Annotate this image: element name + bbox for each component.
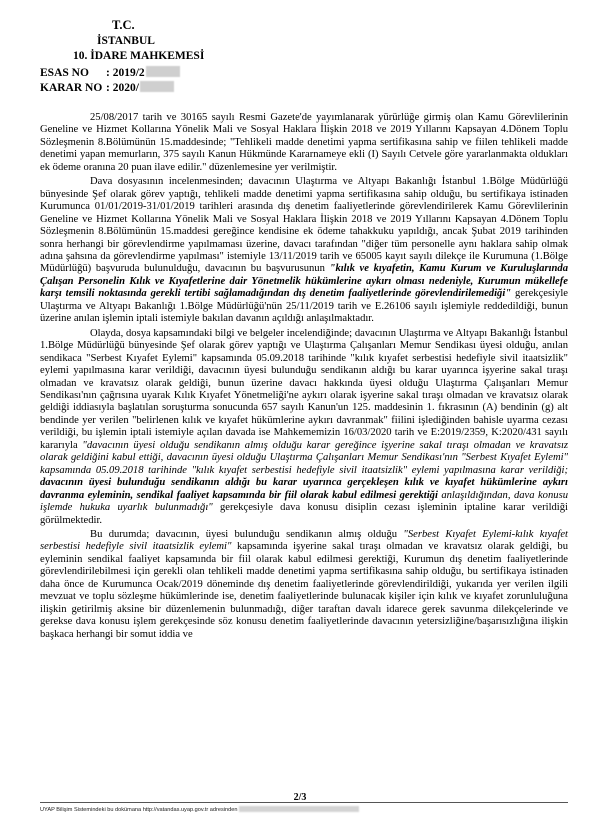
text-run: Olayda, dosya kapsamındaki bilgi ve belgeler incelendiğinde; davacının Ulaştırma ve Altyapı Bakanlığı İstanbul 1.Bölge Müdürlüğü bünyesinde Şef olarak görev yaptığı ve Ulaştırma Çalışanları Memur Sendikası üyesi olduğu, anılan sendikaca "Serbest Kıyafet Eylemi" kapsamında 05.09.2018 tarihinde "kılık kıyafet serbestisi hedefiyle sivil itaatsizlik" eylemi yapılmasına karar verildiği, davacının üyesi bulunduğu sendikanın aldığı bu karar uyarınca işyerine sakal tıraşı olmadan ve kravatsız olarak geldiği, bunun üzerine davacı hakkında üyesi olduğu Ulaştırma Çalışanları Memur Sendikası'nın çağrısına uyarak Kılık Kıyafet Yönetmeliği'ne aykırı olarak işyerine sakal tıraşı olmadan ve kravatsız olarak geldiği iddiasıyla başlatılan soruşturma sonucunda 657 sayılı Kanun'un 125. maddesinin 1. fıkrasının (A) bendinin (g) alt bendinde yer verilen "belirlenen kılık ve kıyafet hükümlerine aykırı davranmak" fiilini işlediğinden bahisle uyarma cezası verildiği, bu işlemin iptali istemiyle açılan davada ise Mahkememizin 16/03/2020 tarih ve E:2019/2359, K:2020/431 sayılı kararıyla [40, 327, 568, 451]
paragraph [40, 112, 568, 174]
karar-value: : 2020/ [106, 82, 139, 94]
footer-note-text: UYAP Bilişim Sistemindeki bu dokümana http://vatandas.uyap.gov.tr adresinden [40, 807, 238, 813]
header-tc: T.C. [112, 18, 135, 32]
redaction-blur [140, 81, 174, 92]
text-run: "davacının üyesi olduğu sendikanın almış olduğu karar gereğince işyerine sakal tıraşı olmadan ve kravatsız olarak geldiğini kabul ettiği, davacının üyesi olduğu Ulaştırma Çalışanları Memur Sendikası'nın "Serbest Kıyafet Eylemi" kapsamında 05.09.2018 tarihinde "kılık kıyafet serbestisi hedefiyle sivil itaatsizlik" eylemi yapılmasına karar verildiği; [40, 439, 569, 476]
text-run: Dava dosyasının incelenmesinden; davacının Ulaştırma ve Altyapı Bakanlığı İstanbul 1.Bölge Müdürlüğü bünyesinde Şef olarak görev yaptığı, tehlikeli madde denetimi yapma sertifikasına sahip olduğu, bu sertifikaya istinaden Kurumunca 01/01/2019-31/01/2019 tarihleri arasında dış denetim faaliyetlerinde görevlendirilerek Kamu Görevlilerinin Geneline ve Hizmet Kollarına Yönelik Mali ve Sosyal Haklara İlişkin 2018 ve 2019 Yıllarını Kapsayan 4.Dönem Toplu Sözleşmenin 8.Bölümünün 15.maddesi gereğince kendisine ek ödeme tahakkuku yapıldığı, ancak Şubat 2019 tarihinden sonra herhangi bir görevlendirme yapılmaması üzerine, davacı tarafından "diğer tüm personelle aynı haklara sahip olmak adına şahsına da görevlendirme yapılması" istemiyle 13/11/2019 tarih ve 65005 kayıt sayılı dilekçe ile Kurumuna (1.Bölge Müdürlüğü) başvuruda bulunulduğu, davacının bu başvurusunun [40, 176, 568, 275]
esas-value: : 2019/2 [106, 67, 145, 79]
text-run: 25/08/2017 tarih ve 30165 sayılı Resmi Gazete'de yayımlanarak yürürlüğe girmiş olan Kamu Görevlilerinin Geneline ve Hizmet Kollarına Yönelik Mali ve Sosyal Haklara İlişkin 2018 ve 2019 Yıllarını Kapsayan 4.Dönem Toplu Sözleşmenin 8.Bölümünün 15.maddesinde; "Tehlikeli madde denetimi yapma sertifikasına sahip ve fiilen tehlikeli madde denetimi yapan memurların, 375 sayılı Kanun Hükmünde Kararnameye ekli (I) Sayılı Cetvele göre yararlanmakta oldukları ek ödeme oranına 20 puan ilave edilir." düzenlemesine yer verilmiştir. [40, 112, 568, 173]
paragraph [40, 328, 568, 527]
text-run: anlaşıldığından, dava konusu işlemde hukuka uyarlık bulunmadığı" [40, 489, 568, 514]
paragraph [40, 176, 568, 325]
karar-row [40, 81, 174, 95]
esas-row [40, 66, 180, 80]
text-run: "Serbest Kıyafet Eylemi-kılık kıyafet serbestisi hedefiyle sivil itaatsizlik eylemi" [40, 528, 568, 553]
footer-note [40, 806, 359, 813]
text-run: gerekçesiyle Ulaştırma ve Altyapı Bakanlığı 1.Bölge Müdürlüğü'nün 25/11/2019 tarih ve E.26106 sayılı işlemiyle reddedildiği, bunun üzerine anılan işlemin iptali istemiyle bakılan davanın açıldığı anlaşılmaktadır. [40, 288, 568, 325]
esas-label: ESAS NO [40, 67, 89, 79]
footer-divider [40, 802, 568, 803]
redaction-blur [239, 806, 359, 812]
text-run: gerekçesiyle dava konusu disiplin cezası işleminin iptaline karar verildiği görülmektedir. [40, 502, 568, 526]
paragraph [40, 529, 568, 641]
redaction-blur [146, 66, 180, 77]
header-court: 10. İDARE MAHKEMESİ [73, 50, 205, 62]
text-run: kapsamında işyerine sakal tıraşı olmadan ve kravatsız olarak geldiği, bu eyleminin sendikal faaliyet kapsamında bir fiil olarak kabul edilmesi gerektiği, Kurumun dış denetim faaliyetlerinde görevlendirilebilmesi için gerekli olan tehlikeli madde denetimi yapma sertifikasına sahip olduğu, bu sertifikaya istinaden daha önce de Kurumunca Ocak/2019 döneminde dış denetim faaliyetlerinde görevlendirildiği, yukarıda yer verilen ilgili mevzuat ve toplu sözleşme hükümlerinde ise, denetim faaliyetlerinde bulunacak kişiler için kılık ve kıyafet zorunluluğuna ilişkin getirilmiş aksine bir düzenlemenin bulunmadığı, diğer taraftan davalı idarece gerek savunma dilekçelerinde ve gerekse dava konusu işlem gerekçesinde söz konusu denetim faaliyetlerinde davacının yetersizliğine/başarısızlığına ilişkin başkaca herhangi bir somut iddia ve [40, 541, 568, 640]
text-run: Bu durumda; davacının, üyesi bulunduğu sendikanın almış olduğu [90, 528, 404, 540]
header-city: İSTANBUL [97, 35, 155, 47]
page-number: 2/3 [293, 792, 307, 803]
document-body [40, 112, 568, 643]
text-run: davacının üyesi bulunduğu sendikanın aldığı bu karar uyarınca gerçekleşen kılık ve kıyafet hükümlerine aykırı davranma eyleminin, sendikal faaliyet kapsamında bir fiil olarak kabul edilmesi gerektiği [40, 477, 568, 501]
text-run: "kılık ve kıyafetin, Kamu Kurum ve Kuruluşlarında Çalışan Personelin Kılık ve Kıyafetlerine dair Yönetmelik hükümlerine aykırı olması nedeniyle, Kurumun mükellefe karşı temsili noktasında gerekli tertibi sağlamadığından dış denetim faaliyetlerinde görevlendirilemediği" [40, 263, 568, 300]
karar-label: KARAR NO [40, 82, 103, 94]
